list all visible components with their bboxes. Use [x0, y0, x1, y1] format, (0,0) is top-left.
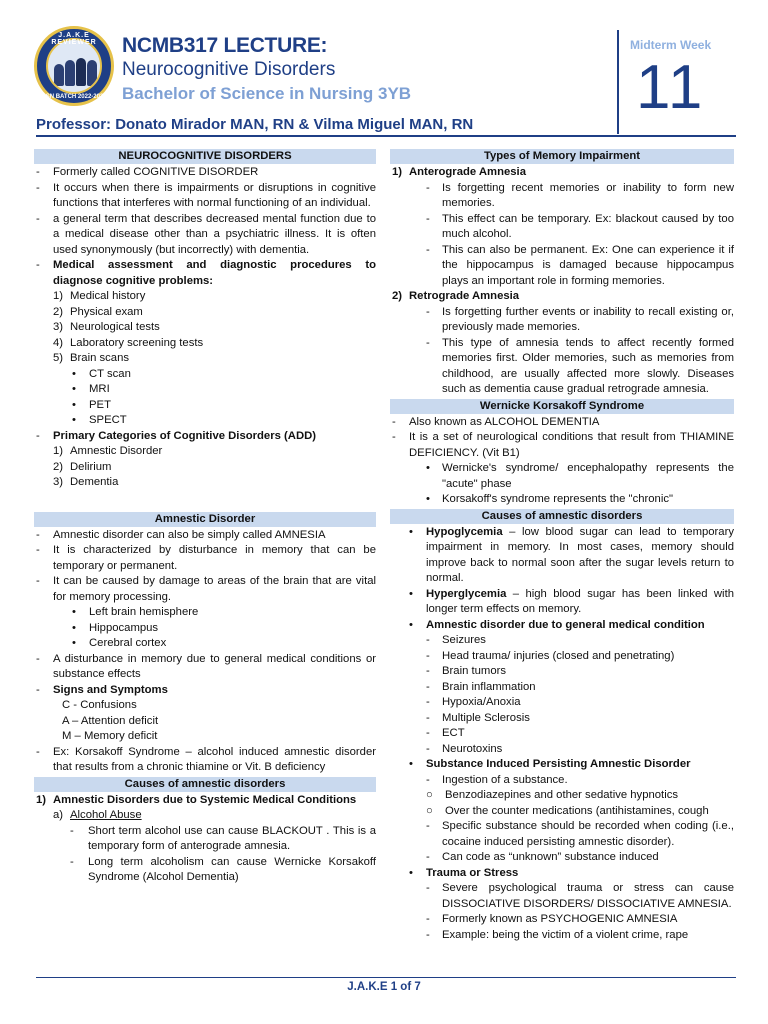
list-item: [34, 336, 376, 352]
list-item: [390, 633, 734, 649]
item-text: Trauma or Stress: [426, 866, 519, 879]
item-text: MRI: [89, 383, 110, 395]
item-text: Medical assessment and diagnostic procedures to diagnose cognitive problems:: [53, 259, 376, 287]
item-text: Multiple Sclerosis: [442, 711, 530, 724]
item-text: Retrograde Amnesia: [409, 290, 520, 302]
item-text: Cerebral cortex: [89, 637, 167, 649]
list-item: [390, 711, 734, 727]
item-text: Is forgetting further events or inability to recall existing or, previously made memories.: [442, 305, 734, 333]
list-item: [390, 289, 734, 305]
list-item: [34, 444, 376, 460]
left-column: [34, 148, 376, 886]
list-item: [390, 788, 734, 804]
item-text: Brain tumors: [442, 665, 507, 677]
page-header: [0, 0, 768, 140]
list-item: [390, 618, 734, 634]
list-item: [390, 430, 734, 461]
reviewer-logo: [34, 26, 114, 106]
list-marker: ○: [426, 789, 433, 801]
list-item: [390, 742, 734, 758]
list-item: [390, 912, 734, 928]
item-text: Can code as “unknown” substance induced: [442, 851, 659, 863]
list-marker: a): [53, 809, 64, 821]
item-text: Primary Categories of Cognitive Disorders (ADD): [53, 429, 317, 442]
list-marker: •: [426, 462, 430, 474]
list-item: [34, 429, 376, 445]
item-text: Left brain hemisphere: [89, 606, 199, 618]
list-item: [34, 351, 376, 367]
list-item: [390, 461, 734, 492]
item-text: It is a set of neurological conditions that result from THIAMINE DEFICIENCY. (Vit B1): [409, 431, 734, 459]
item-text: It occurs when there is impairments or disruptions in cognitive functions that interferes with normal functioning of an individual.: [53, 181, 376, 209]
list-marker: -: [426, 913, 430, 925]
topic-title: Neurocognitive Disorders: [122, 59, 336, 80]
list-marker: •: [409, 525, 413, 538]
list-marker: 3): [53, 321, 64, 333]
list-marker: -: [426, 305, 430, 318]
item-text: Neurotoxins: [442, 742, 503, 755]
footer-divider: [36, 977, 736, 978]
list-marker: 1): [36, 793, 47, 806]
list-item: [390, 695, 734, 711]
list-item: [390, 165, 734, 181]
item-text: Amnestic disorder can also be simply called AMNESIA: [53, 528, 326, 541]
item-text: Delirium: [70, 460, 112, 473]
item-text: PET: [89, 398, 111, 411]
item-text: a general term that describes decreased mental function due to a medical disease other than a psychiatric illness. It is often used synonymously (but incorrectly) with dementia.: [53, 212, 376, 256]
header-divider-vertical: [617, 30, 619, 134]
item-text: CT scan: [89, 367, 131, 380]
week-label: Midterm Week: [630, 38, 712, 52]
list-item: [34, 714, 376, 730]
list-item: [34, 382, 376, 398]
list-marker: •: [72, 414, 76, 426]
item-text: Anterograde Amnesia: [409, 166, 526, 178]
professor-line: Professor: Donato Mirador MAN, RN & Vilma Miguel MAN, RN: [36, 116, 474, 133]
list-marker: -: [426, 820, 430, 832]
item-text: It is characterized by disturbance in memory that can be temporary or permanent.: [53, 544, 376, 572]
list-marker: -: [426, 882, 430, 894]
list-item: [34, 460, 376, 476]
list-item: [34, 320, 376, 336]
list-item: [390, 804, 734, 820]
section-heading: Amnestic Disorder: [34, 512, 376, 527]
list-item: [34, 543, 376, 574]
list-item: [390, 773, 734, 789]
list-marker: -: [426, 649, 430, 662]
item-text: Amnestic Disorders due to Systemic Medical Conditions: [53, 793, 357, 806]
list-item: [34, 258, 376, 289]
list-marker: -: [36, 528, 40, 541]
list-marker: -: [426, 742, 430, 755]
list-item: [34, 683, 376, 699]
list-item: [390, 866, 734, 882]
section-heading: Types of Memory Impairment: [390, 149, 734, 164]
list-marker: 2): [53, 460, 64, 473]
item-text: Medical history: [70, 290, 146, 302]
item-text: Brain inflammation: [442, 680, 536, 693]
list-item: [34, 652, 376, 683]
item-text: Benzodiazepines and other sedative hypnotics: [445, 789, 678, 801]
header-divider-horizontal: [36, 135, 736, 137]
list-item: [390, 819, 734, 850]
list-item: [34, 605, 376, 621]
list-item: [34, 305, 376, 321]
list-item: [390, 492, 734, 508]
item-text: Ingestion of a substance.: [442, 773, 568, 786]
section-heading: Wernicke Korsakoff Syndrome: [390, 399, 734, 414]
list-item: [34, 621, 376, 637]
item-text: Brain scans: [70, 352, 130, 364]
right-column: [390, 148, 734, 943]
list-marker: -: [426, 680, 430, 693]
list-item: [34, 636, 376, 652]
item-text: Korsakoff's syndrome represents the "chronic": [442, 493, 673, 505]
list-item: [34, 574, 376, 605]
item-text: Hippocampus: [89, 621, 159, 634]
list-item: [34, 729, 376, 745]
list-marker: -: [426, 212, 430, 225]
list-marker: -: [426, 851, 430, 863]
list-marker: •: [72, 367, 76, 380]
item-text: C - Confusions: [62, 699, 137, 711]
list-marker: -: [36, 429, 40, 442]
list-marker: 1): [53, 290, 64, 302]
list-item: [34, 413, 376, 429]
item-text: ECT: [442, 727, 465, 739]
item-text: Substance Induced Persisting Amnestic Disorder: [426, 758, 691, 770]
list-item: [390, 181, 734, 212]
list-marker: -: [426, 634, 430, 646]
item-text: Hypoxia/Anoxia: [442, 696, 521, 708]
list-marker: •: [72, 606, 76, 618]
list-marker: -: [426, 696, 430, 708]
item-text: This can also be permanent. Ex: One can experience it if the hippocampus is damaged because hippocampus plays an important role in forming memories.: [442, 243, 734, 287]
item-text: Severe psychological trauma or stress can cause DISSOCIATIVE DISORDERS/ DISSOCIATIVE AMNESIA.: [442, 882, 734, 910]
logo-top-text: J.A.K.E REVIEWER: [51, 32, 97, 46]
item-text: Short term alcohol use can cause BLACKOUT . This is a temporary form of anterograde amnesia.: [88, 824, 376, 852]
course-title: NCMB317 LECTURE:: [122, 34, 328, 57]
list-marker: 1): [392, 166, 403, 178]
item-text: Is forgetting recent memories or inability to form new memories.: [442, 181, 734, 209]
section-gap: [34, 491, 376, 511]
list-item: [34, 289, 376, 305]
item-text: Neurological tests: [70, 321, 160, 333]
list-marker: •: [72, 398, 76, 411]
item-text: Wernicke's syndrome/ encephalopathy represents the "acute" phase: [442, 462, 734, 490]
list-item: [34, 181, 376, 212]
list-marker: 4): [53, 336, 64, 349]
list-marker: •: [409, 866, 413, 879]
page-footer: J.A.K.E 1 of 7: [347, 981, 421, 993]
item-text: Ex: Korsakoff Syndrome – alcohol induced amnestic disorder that results from a chronic thiamine or Vit. B deficiency: [53, 745, 376, 773]
list-marker: •: [72, 637, 76, 649]
list-marker: ○: [426, 804, 433, 817]
item-text: Specific substance should be recorded when coding (i.e., cocaine induced persisting amnestic disorder).: [442, 820, 734, 848]
list-item: [34, 698, 376, 714]
item-text: Seizures: [442, 634, 486, 646]
logo-emblem: [46, 38, 102, 94]
list-marker: •: [72, 621, 76, 634]
section-heading: Causes of amnestic disorders: [34, 777, 376, 792]
list-item: [390, 212, 734, 243]
item-text: Long term alcoholism can cause Wernicke Korsakoff Syndrome (Alcohol Dementia): [88, 855, 376, 883]
list-marker: -: [36, 544, 40, 556]
list-marker: -: [426, 727, 430, 739]
list-item: [34, 793, 376, 809]
item-text: Also known as ALCOHOL DEMENTIA: [409, 415, 600, 428]
list-marker: -: [36, 575, 40, 587]
list-item: [34, 367, 376, 383]
item-text: Physical exam: [70, 305, 143, 318]
item-text: Formerly called COGNITIVE DISORDER: [53, 166, 259, 178]
list-marker: -: [36, 181, 40, 194]
week-number: 11: [636, 53, 705, 122]
list-marker: -: [426, 181, 430, 194]
list-marker: 2): [392, 290, 403, 302]
list-marker: 2): [53, 305, 64, 318]
list-item: [34, 855, 376, 886]
item-text: – high blood sugar has been linked with longer term effects on memory.: [426, 587, 734, 615]
list-marker: -: [426, 773, 430, 786]
item-text: Dementia: [70, 476, 119, 488]
logo-bottom-text: BSN BATCH 2022-2023: [41, 94, 107, 100]
list-item: [390, 649, 734, 665]
item-text: A – Attention deficit: [62, 714, 159, 727]
list-item: [34, 528, 376, 544]
item-text: Alcohol Abuse: [70, 809, 142, 821]
list-item: [34, 808, 376, 824]
list-item: [390, 305, 734, 336]
list-marker: -: [36, 259, 40, 271]
list-marker: -: [392, 415, 396, 428]
list-item: [390, 415, 734, 431]
list-marker: -: [36, 745, 40, 758]
list-item: [390, 850, 734, 866]
item-text: This effect can be temporary. Ex: blackout caused by too much alcohol.: [442, 212, 734, 240]
item-text: – low blood sugar can lead to temporary impairment in memory. In most cases, memory should improve back to normal soon after the sugar levels return to normal.: [426, 525, 734, 584]
item-term: Hypoglycemia: [426, 525, 503, 538]
list-marker: 5): [53, 352, 64, 364]
list-marker: -: [36, 683, 40, 696]
item-text: This type of amnesia tends to affect recently formed memories first. Older memories, such as memories from childhood, are usually affected more slowly. Diseases such as dementia cause gradual retrograde amnesia.: [442, 336, 734, 395]
list-item: [390, 726, 734, 742]
list-marker: -: [70, 855, 74, 868]
list-marker: 3): [53, 476, 64, 488]
list-marker: -: [36, 212, 40, 225]
list-item: [390, 881, 734, 912]
item-text: SPECT: [89, 414, 127, 426]
list-item: [390, 336, 734, 398]
item-text: It can be caused by damage to areas of the brain that are vital for memory processing.: [53, 575, 376, 603]
list-item: [390, 757, 734, 773]
item-text: M – Memory deficit: [62, 730, 158, 742]
list-marker: -: [426, 711, 430, 724]
list-item: [390, 680, 734, 696]
list-marker: -: [426, 665, 430, 677]
item-text: Laboratory screening tests: [70, 336, 204, 349]
list-item: [390, 587, 734, 618]
list-marker: •: [409, 618, 413, 631]
item-text: Amnestic Disorder: [70, 445, 163, 457]
item-text: A disturbance in memory due to general medical conditions or substance effects: [53, 652, 376, 680]
item-text: Signs and Symptoms: [53, 683, 168, 696]
list-item: [34, 745, 376, 776]
list-item: [390, 525, 734, 587]
program-title: Bachelor of Science in Nursing 3YB: [122, 84, 412, 103]
section-heading: NEUROCOGNITIVE DISORDERS: [34, 149, 376, 164]
list-marker: •: [426, 493, 430, 505]
list-marker: -: [426, 928, 430, 941]
list-marker: -: [392, 431, 396, 443]
list-marker: -: [426, 243, 430, 256]
item-text: Example: being the victim of a violent crime, rape: [442, 928, 689, 941]
item-text: Head trauma/ injuries (closed and penetrating): [442, 649, 675, 662]
list-item: [390, 928, 734, 944]
list-marker: •: [409, 587, 413, 600]
list-item: [34, 398, 376, 414]
list-item: [34, 212, 376, 259]
list-marker: -: [70, 824, 74, 837]
list-item: [34, 824, 376, 855]
item-text: Over the counter medications (antihistamines, cough: [445, 804, 709, 817]
list-marker: -: [36, 652, 40, 665]
list-item: [34, 165, 376, 181]
list-marker: •: [409, 758, 413, 770]
list-item: [34, 475, 376, 491]
section-heading: Causes of amnestic disorders: [390, 509, 734, 524]
list-item: [390, 664, 734, 680]
list-marker: 1): [53, 445, 64, 457]
item-text: Amnestic disorder due to general medical condition: [426, 618, 705, 631]
list-marker: -: [426, 336, 430, 349]
list-marker: -: [36, 166, 40, 178]
item-text: Formerly known as PSYCHOGENIC AMNESIA: [442, 913, 678, 925]
list-marker: •: [72, 383, 76, 395]
list-item: [390, 243, 734, 290]
item-term: Hyperglycemia: [426, 587, 507, 600]
